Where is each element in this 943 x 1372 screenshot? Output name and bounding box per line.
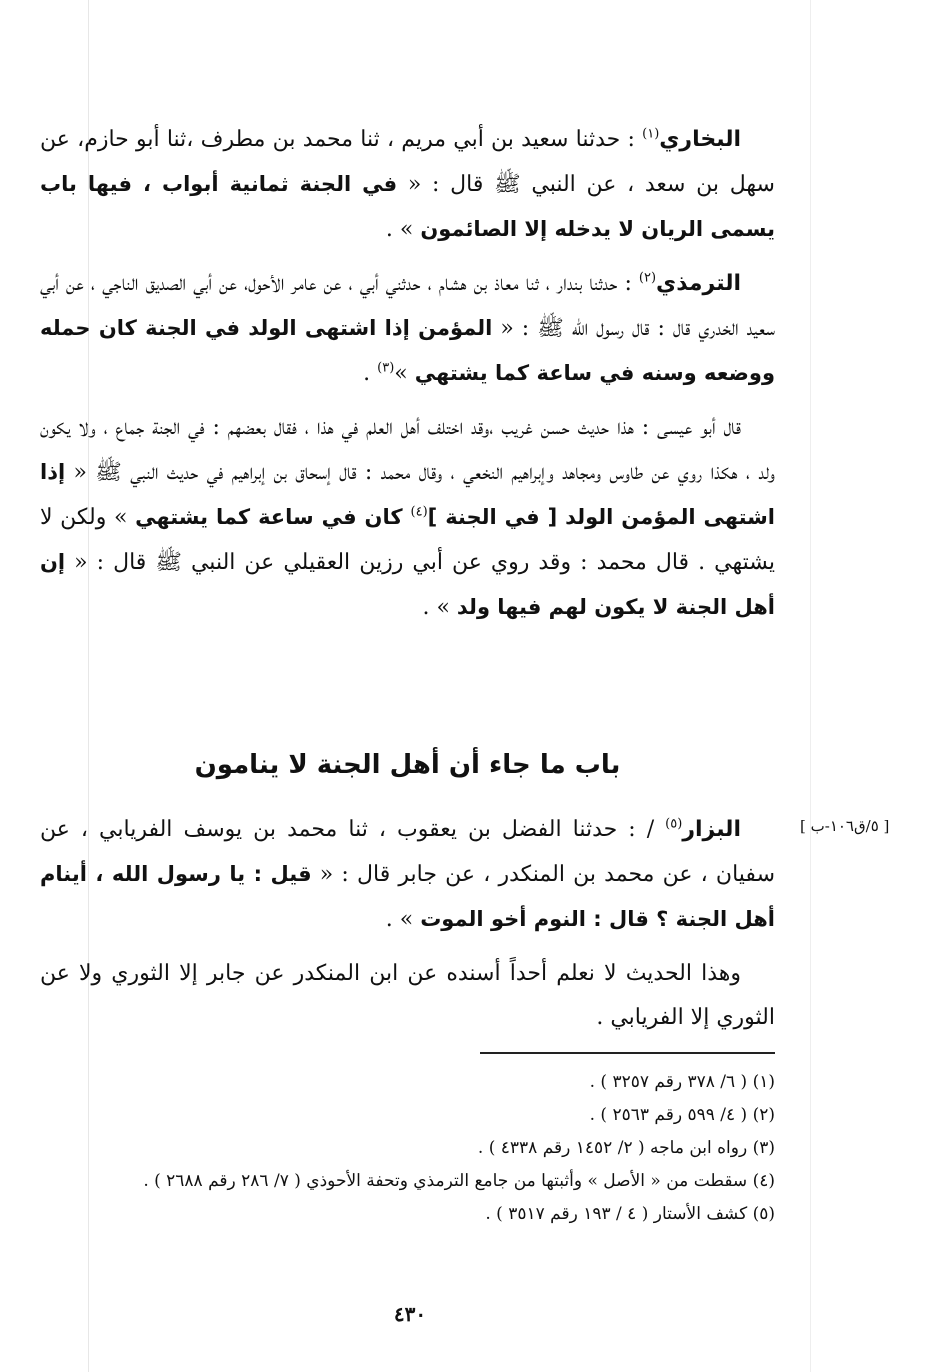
closing-text: » . [385, 217, 421, 242]
footnote-ref: (٤) [410, 504, 428, 520]
commentary-text: قال أبو عيسى : هذا حديث حسن غريب ،وقد اختلف أهل العلم في هذا ، فقال بعضهم : في الجنة جماع ، ولا يكون ولد ، هكذا روي عن طاوس ومجاهد وإبراهيم النخعي ، وقال محمد : قال إسحاق بن إبراهيم في حديث النبي ﷺ « [40, 415, 775, 485]
hadith-text: إن أهل الجنة لا يكون لهم فيها ولد [40, 550, 775, 619]
hadith-text: في الجنة ثمانية أبواب ، فيها باب يسمى الريان لا يدخله إلا الصائمون [40, 172, 775, 241]
footnotes [40, 1066, 775, 1231]
footnote-ref: (١) [642, 126, 660, 142]
commentary-text: وهذا الحديث لا نعلم أحداً أسنده عن ابن المنكدر عن جابر إلا الثوري ولا عن الثوري إلا الفريابي . [40, 961, 775, 1030]
hadith-text: إذا اشتهى المؤمن الولد [ في الجنة ] [40, 460, 776, 529]
isnad-text: : حدثنا بندار ، ثنا معاذ بن هشام ، حدثني أبي ، عن عامر الأحول، عن أبي الصديق الناجي ، عن أبي سعيد الخدري قال : قال رسول الله ﷺ : « [40, 271, 775, 341]
closing-text: » [394, 361, 415, 386]
footnote-item: (٥) كشف الأستار ( ٤ / ١٩٣ رقم ٣٥١٧ ) . [485, 1204, 775, 1224]
source-name: البخاري [659, 127, 741, 152]
scan-guide-line [810, 0, 811, 1372]
paragraph-bazzar [40, 808, 775, 942]
isnad-text: : حدثنا سعيد بن أبي مريم ، ثنا محمد بن مطرف ،ثنا أبو حازم، عن سهل بن سعد ، عن النبي ﷺ قال : « [40, 127, 775, 197]
paragraph-tirmidhi [40, 262, 775, 396]
main-text-top [40, 118, 775, 640]
footnote-ref: (٢) [638, 270, 657, 286]
commentary-text: » ولكن لا يشتهي . قال محمد : وقد روي عن أبي رزين العقيلي عن النبي ﷺ قال : « [40, 505, 775, 575]
source-name: البزار [682, 817, 741, 842]
isnad-text: / : حدثنا الفضل بن يعقوب ، ثنا محمد بن يوسف الفريابي ، عن سفيان ، عن محمد بن المنكدر ، عن جابر قال : « [40, 817, 775, 887]
manuscript-folio-ref: [ ٥/ق١٠٦-ب ] [800, 817, 890, 835]
paragraph-abu-isa [40, 406, 775, 630]
footnote-ref: (٥) [665, 816, 683, 832]
footnote-separator [480, 1052, 775, 1054]
chapter-title: باب ما جاء أن أهل الجنة لا ينامون [194, 750, 621, 780]
hadith-text: قيل : يا رسول الله ، أينام أهل الجنة ؟ قال : النوم أخو الموت [40, 862, 775, 931]
paragraph-bukhari [40, 118, 775, 252]
closing-text: . [363, 361, 378, 386]
source-name: الترمذي [656, 271, 741, 296]
closing-text: » . [422, 595, 457, 620]
main-text-bottom [40, 808, 775, 1050]
footnote-item: (٤) سقطت من « الأصل » وأثبتها من جامع الترمذي وتحفة الأحوذي ( ٧/ ٢٨٦ رقم ٢٦٨٨ ) . [143, 1171, 775, 1191]
hadith-text: كان في ساعة كما يشتهي [135, 505, 411, 529]
page-number: ٤٣٠ [393, 1302, 427, 1326]
footnote-item: (١) ( ٦/ ٣٧٨ رقم ٣٢٥٧ ) . [589, 1072, 775, 1092]
closing-text: » . [385, 907, 421, 932]
footnote-ref: (٣) [377, 360, 395, 376]
footnote-item: (٢) ( ٤/ ٥٩٩ رقم ٢٥٦٣ ) . [589, 1105, 775, 1125]
hadith-text: المؤمن إذا اشتهى الولد في الجنة كان حمله ووضعه وسنه في ساعة كما يشتهي [40, 316, 775, 385]
paragraph-commentary [40, 952, 775, 1040]
footnote-item: (٣) رواه ابن ماجه ( ٢/ ١٤٥٢ رقم ٤٣٣٨ ) . [477, 1138, 775, 1158]
